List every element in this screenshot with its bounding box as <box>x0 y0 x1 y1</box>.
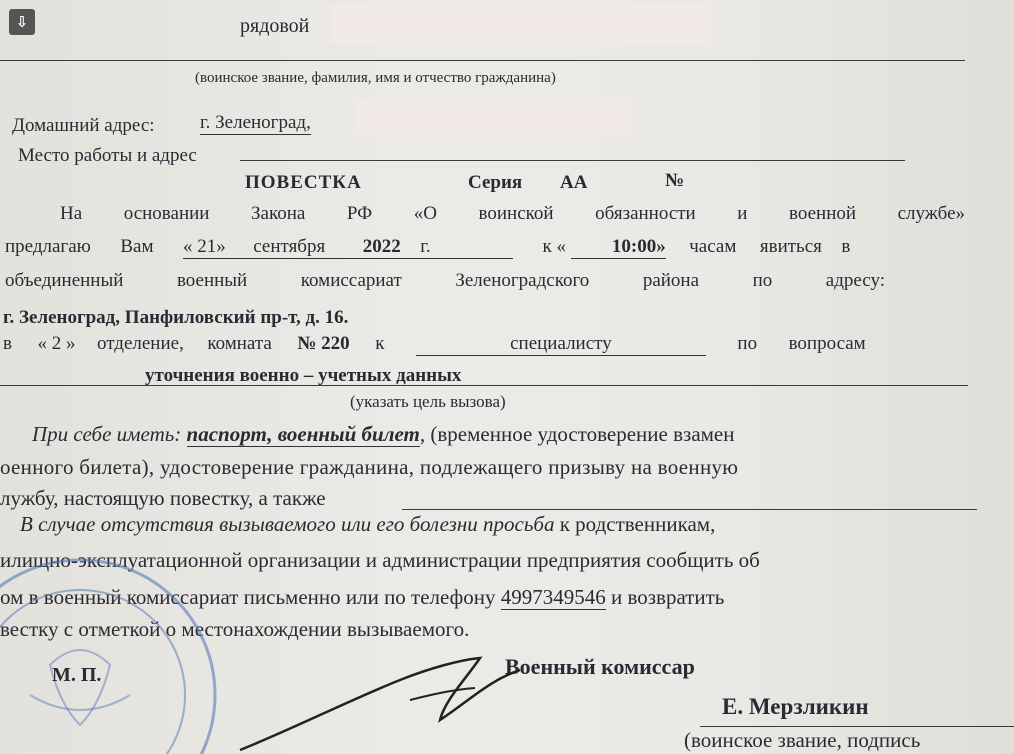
word: службе» <box>897 203 965 224</box>
date-month: сентября <box>253 236 326 257</box>
redacted-name <box>330 4 710 44</box>
body-line-12: илищно-эксплуатационной организации и администрации предприятия сообщить об <box>0 548 760 572</box>
word: по <box>737 333 758 354</box>
commissar-title: Военный комиссар <box>505 654 695 679</box>
purpose-caption: (указать цель вызова) <box>350 392 506 411</box>
name-signature-rule <box>700 726 1014 727</box>
body-line-14: вестку с отметкой о местонахождении вызываемого. <box>0 617 470 641</box>
series-value: АА <box>560 172 588 193</box>
word: Вам <box>120 236 154 257</box>
redacted-address <box>355 100 630 134</box>
word: воинской <box>478 203 554 224</box>
date-g: г. <box>420 236 431 257</box>
body-line-5 <box>3 333 866 356</box>
word: к <box>375 333 385 354</box>
bring-label: При себе иметь: <box>32 422 182 446</box>
commissar-name: Е. Мерзликин <box>722 694 869 719</box>
appointment-time: 10:00» <box>571 236 666 259</box>
bring-documents: паспорт, военный билет <box>186 422 420 446</box>
word: по <box>752 270 773 291</box>
room-number: № 220 <box>297 333 350 354</box>
word: в <box>3 333 12 354</box>
official-stamp <box>0 545 230 754</box>
word: На <box>60 203 83 224</box>
word: военный <box>176 270 248 291</box>
body-line-2 <box>5 236 1005 259</box>
also-rule <box>402 509 977 510</box>
department-number: « 2 » <box>37 333 76 354</box>
word: военной <box>789 203 857 224</box>
home-address-label: Домашний адрес: <box>12 115 155 136</box>
word: и <box>737 203 748 224</box>
return-text: и возвратить <box>610 585 725 609</box>
body-line-10: лужбу, настоящую повестку, а также <box>0 486 326 510</box>
word: отделение, <box>96 333 184 354</box>
specialist-value: специалисту <box>416 333 706 356</box>
body-line-9: оенного билета), удостоверение гражданина, подлежащего призыву на военную <box>0 455 739 479</box>
bring-rest: , (временное удостоверение взамен <box>419 422 735 446</box>
date-year: 2022 <box>362 236 401 257</box>
word: вопросам <box>788 333 866 354</box>
word: предлагаю <box>5 236 91 257</box>
appointment-date <box>183 236 513 259</box>
word: к « <box>542 236 566 257</box>
body-line-3 <box>5 270 885 292</box>
word: РФ <box>346 203 373 224</box>
work-address-label: Место работы и адрес <box>18 145 197 166</box>
download-icon[interactable]: ⇩ <box>9 9 35 35</box>
word: района <box>642 270 700 291</box>
word: основании <box>123 203 210 224</box>
word: комната <box>207 333 272 354</box>
name-rule <box>0 60 965 61</box>
summons-purpose: уточнения военно – учетных данных <box>145 365 462 386</box>
stamp-place-label: М. П. <box>52 664 102 686</box>
summons-title: ПОВЕСТКА <box>245 172 362 193</box>
body-line-absence <box>20 512 715 537</box>
word: комиссариат <box>300 270 402 291</box>
absence-text: В случае отсутствия вызываемого или его болезни просьба <box>20 512 555 536</box>
signature-caption: (воинское звание, подпись <box>684 728 921 752</box>
signature <box>230 640 560 754</box>
word: Закона <box>251 203 306 224</box>
word: явиться <box>759 236 822 257</box>
word: часам <box>689 236 737 257</box>
word: обязанности <box>595 203 696 224</box>
phone-number: 4997349546 <box>500 585 606 609</box>
word: «О <box>413 203 437 224</box>
home-address-value: г. Зеленоград, <box>200 112 311 133</box>
absence-rest: к родственникам, <box>559 512 716 536</box>
series-label: Серия <box>468 172 523 193</box>
purpose-rule <box>0 385 968 386</box>
word: в <box>841 236 851 257</box>
number-label: № <box>665 170 685 191</box>
word: объединенный <box>5 270 124 291</box>
body-line-1 <box>60 203 965 225</box>
word: адресу: <box>825 270 885 291</box>
work-address-rule <box>240 160 905 161</box>
body-line-bring <box>32 422 735 447</box>
phone-label: ом в военный комиссариат письменно или по телефону <box>0 585 496 609</box>
date-day: « 21» <box>183 236 226 257</box>
rank-caption: (воинское звание, фамилия, имя и отчество гражданина) <box>195 70 556 86</box>
commissariat-address: г. Зеленоград, Панфиловский пр-т, д. 16. <box>3 307 349 328</box>
rank-text: рядовой <box>240 15 310 37</box>
word: Зеленоградского <box>455 270 590 291</box>
